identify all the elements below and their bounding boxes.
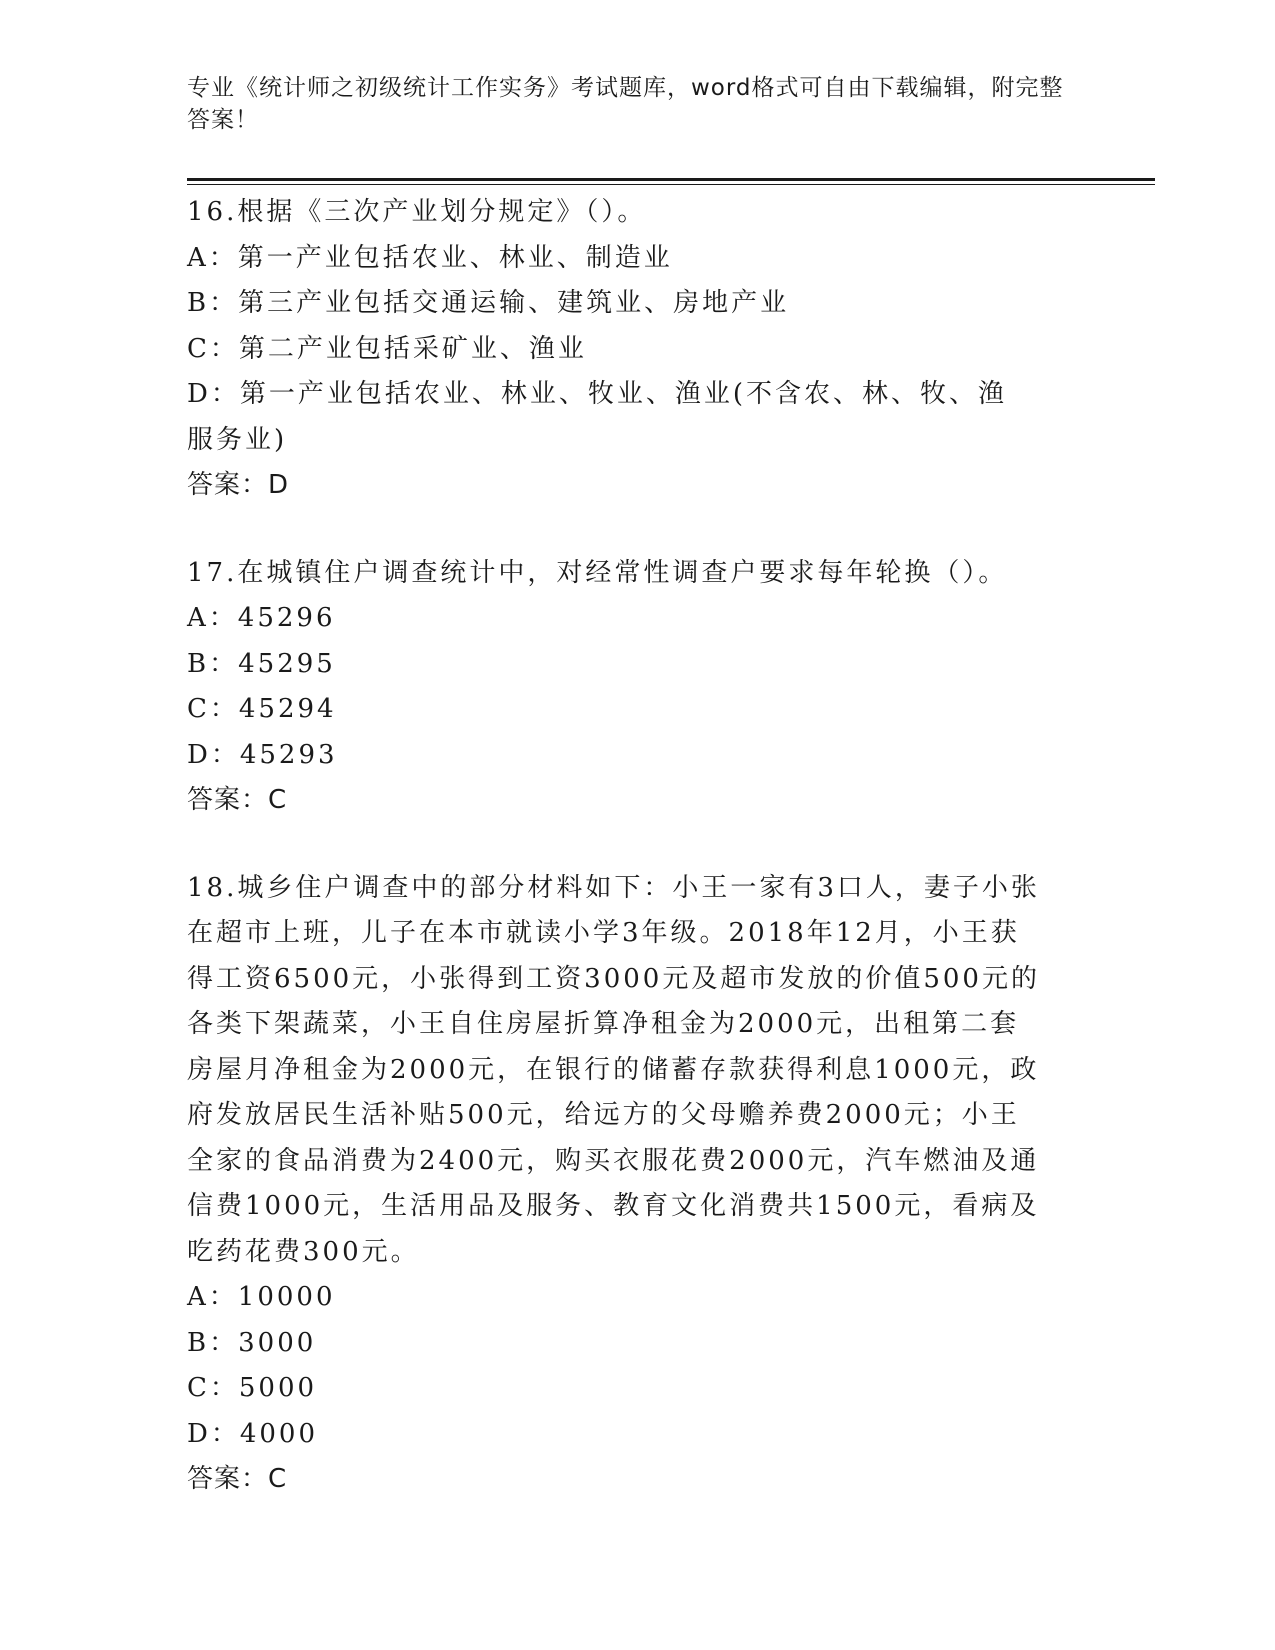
question-16 — [187, 190, 1087, 509]
answer-label: 答案：D — [187, 470, 290, 500]
header-divider-thin — [187, 184, 1155, 185]
question-stem: 17.在城镇住户调查统计中，对经常性调查户要求每年轮换（）。 — [187, 557, 1008, 588]
option-d: D：45293 — [187, 739, 338, 770]
question-list — [187, 190, 1087, 1545]
question-stem: 16.根据《三次产业划分规定》（）。 — [187, 197, 647, 227]
option-a: A：45296 — [187, 603, 336, 633]
option-b: B：45295 — [187, 648, 336, 679]
option-c: C：第二产业包括采矿业、渔业 — [187, 333, 587, 364]
option-d: D：4000 — [187, 1418, 319, 1449]
question-18 — [187, 866, 1087, 1503]
option-a: A：第一产业包括农业、林业、制造业 — [187, 242, 673, 273]
question-stem: 18.城乡住户调查中的部分材料如下：小王一家有3口人，妻子小张在超市上班，儿子在本市就读小学3年级。2018年12月，小王获得工资6500元，小张得到工资3000元及超市发放的价值500元的各类下架蔬菜，小王自住房屋折算净租金为2000元，出租第二套房屋月净租金为2000元，在银行的储蓄存款获得利息1000元，政府发放居民生活补贴500元，给远方的父母赡养费2000元；小王全家的食品消费为2400元，购买衣服花费2000元，汽车燃油及通信费1000元，生活用品及服务、教育文化消费共1500元，看病及吃药花费300元。 — [187, 872, 1040, 1267]
option-d: D：第一产业包括农业、林业、牧业、渔业(不含农、林、牧、渔服务业) — [187, 379, 1007, 455]
answer-label: 答案：C — [187, 785, 288, 815]
option-b: B：3000 — [187, 1327, 317, 1358]
option-c: C：5000 — [187, 1373, 318, 1403]
question-17 — [187, 551, 1087, 824]
header-divider-thick — [187, 178, 1155, 181]
option-c: C：45294 — [187, 694, 337, 724]
option-a: A：10000 — [187, 1282, 336, 1312]
document-header: 专业《统计师之初级统计工作实务》考试题库，word格式可自由下载编辑，附完整答案！ — [187, 75, 1064, 133]
answer-label: 答案：C — [187, 1464, 288, 1494]
option-b: B：第三产业包括交通运输、建筑业、房地产业 — [187, 288, 790, 318]
